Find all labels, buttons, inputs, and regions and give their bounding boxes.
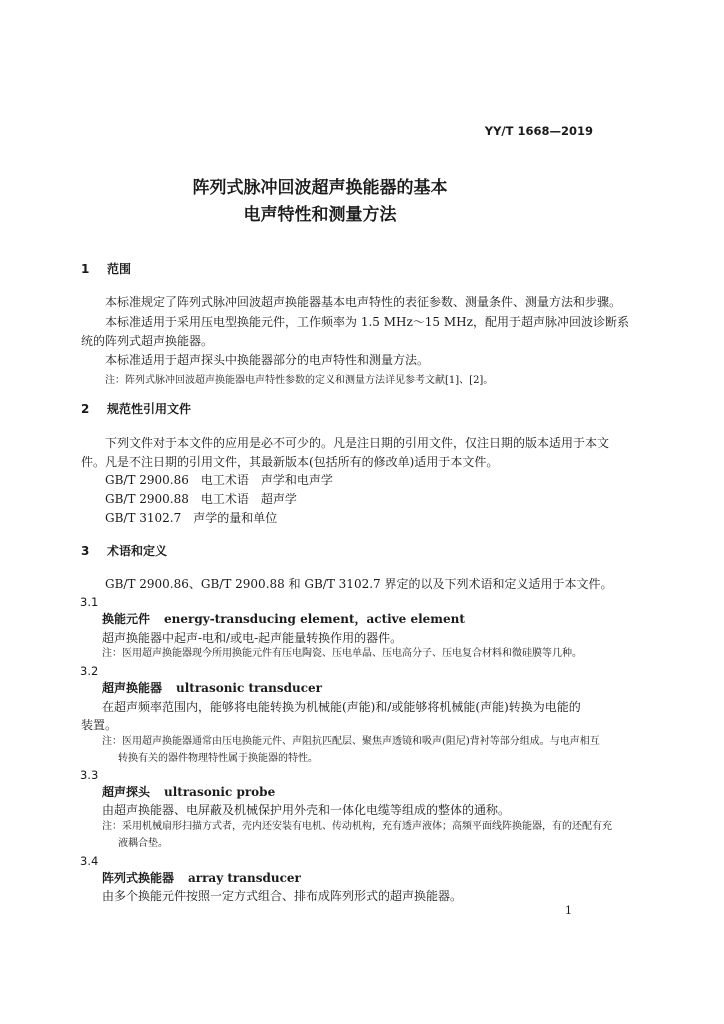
- section-number: 2: [81, 402, 90, 416]
- paragraph: 本标准适用于超声探头中换能器部分的电声特性和测量方法。: [105, 353, 430, 367]
- standard-number: YY/T 1668—2019: [484, 124, 593, 138]
- term-definition: 超声换能器中起声-电和/或电-起声能量转换作用的器件。: [102, 631, 403, 645]
- document-title-line2: 电声特性和测量方法: [243, 205, 397, 225]
- reference-item: GB/T 2900.88 电工术语 超声学: [105, 492, 297, 506]
- term-en: array transducer: [188, 871, 301, 885]
- term-zh: 换能元件: [102, 612, 151, 626]
- term-zh: 超声换能器: [102, 681, 163, 695]
- term-heading: [102, 678, 322, 699]
- term-number: 3.3: [80, 768, 99, 782]
- term-zh: 阵列式换能器: [102, 871, 175, 885]
- note: 液耦合垫。: [118, 838, 168, 849]
- section-number: 1: [81, 262, 90, 276]
- note: 注：医用超声换能器通常由压电换能元件、声阻抗匹配层、聚焦声透镜和吸声(阻尼)背衬等部分组成。与电声相互: [102, 736, 600, 747]
- paragraph: 本标准规定了阵列式脉冲回波超声换能器基本电声特性的表征参数、测量条件、测量方法和步骤。: [105, 295, 622, 309]
- section-heading-2: [81, 399, 191, 420]
- term-en: ultrasonic probe: [164, 785, 276, 799]
- paragraph: 件。凡是不注日期的引用文件，其最新版本(包括所有的修改单)适用于本文件。: [81, 455, 499, 469]
- page-number: 1: [565, 904, 572, 917]
- term-definition: 装置。: [81, 718, 118, 732]
- term-heading: [102, 609, 465, 630]
- term-en: ultrasonic transducer: [176, 681, 322, 695]
- paragraph: 统的阵列式超声换能器。: [81, 334, 214, 348]
- document-title-line1: 阵列式脉冲回波超声换能器的基本: [192, 178, 448, 198]
- note: 转换有关的器件物理特性属于换能器的特性。: [118, 753, 318, 764]
- reference-item: GB/T 2900.86 电工术语 声学和电声学: [105, 473, 333, 487]
- term-en: energy-transducing element，active element: [164, 612, 465, 626]
- term-definition: 由超声换能器、电屏蔽及机械保护用外壳和一体化电缆等组成的整体的通称。: [102, 803, 511, 817]
- section-number: 3: [81, 544, 90, 558]
- term-definition: 由多个换能元件按照一定方式组合、排布成阵列形式的超声换能器。: [102, 889, 463, 903]
- term-number: 3.2: [80, 664, 99, 678]
- term-definition: 在超声频率范围内，能够将电能转换为机械能(声能)和/或能够将机械能(声能)转换为电能的: [102, 700, 581, 714]
- term-number: 3.4: [80, 854, 99, 868]
- section-heading-3: [81, 541, 167, 562]
- reference-item: GB/T 3102.7 声学的量和单位: [105, 511, 278, 525]
- note: 注：医用超声换能器现今所用换能元件有压电陶瓷、压电单晶、压电高分子、压电复合材料和微硅膜等几种。: [102, 648, 582, 659]
- section-heading-1: [81, 259, 131, 280]
- paragraph: GB/T 2900.86、GB/T 2900.88 和 GB/T 3102.7 界定的以及下列术语和定义适用于本文件。: [105, 577, 613, 591]
- section-title: 术语和定义: [107, 544, 168, 558]
- section-title: 规范性引用文件: [107, 402, 192, 416]
- term-zh: 超声探头: [102, 785, 151, 799]
- note: 注：阵列式脉冲回波超声换能器电声特性参数的定义和测量方法详见参考文献[1]、[2]。: [105, 375, 494, 386]
- section-title: 范围: [107, 262, 132, 276]
- term-number: 3.1: [80, 595, 99, 609]
- paragraph: 本标准适用于采用压电型换能元件，工作频率为 1.5 MHz～15 MHz，配用于超声脉冲回波诊断系: [105, 315, 629, 329]
- note: 注：采用机械扇形扫描方式者，壳内还安装有电机、传动机构，充有透声液体；高频平面线阵换能器，有的还配有充: [102, 821, 612, 832]
- paragraph: 下列文件对于本文件的应用是必不可少的。凡是注日期的引用文件，仅注日期的版本适用于本文: [105, 436, 610, 450]
